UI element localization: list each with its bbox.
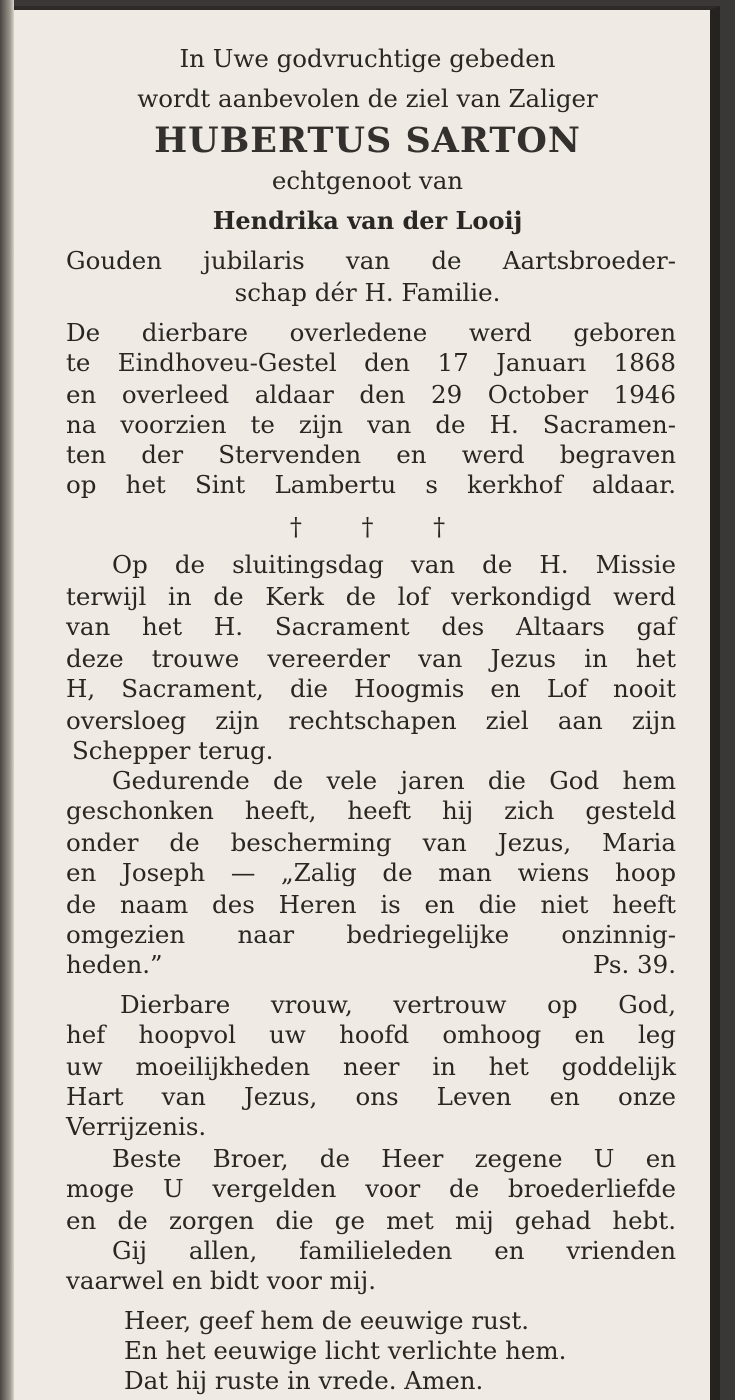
- life-line: na voorzien te zijn van de H. Sacramen-: [66, 410, 676, 439]
- protection-line: omgezien naar bedriegelijke onzinnig-: [66, 920, 676, 949]
- protection-line: onder de bescherming van Jezus, Maria: [66, 828, 676, 857]
- jubilee-line: schap dér H. Familie.: [234, 278, 501, 307]
- protection-line: de naam des Heren is en die niet heeft: [66, 890, 676, 919]
- mission-line: deze trouwe vereerder van Jezus in het: [66, 644, 676, 673]
- brother-line: en de zorgen die ge met mij gehad hebt.: [66, 1206, 676, 1235]
- mission-line: terwijl in de Kerk de lof verkondigd werd: [66, 582, 676, 611]
- mission-line: oversloeg zijn rechtschapen ziel aan zijn: [66, 706, 676, 735]
- intro-line: wordt aanbevolen de ziel van Zaliger: [137, 84, 598, 113]
- protection-line: Gedurende de vele jaren die God hem: [112, 766, 676, 795]
- psalm-reference: Ps. 39.: [593, 950, 676, 979]
- protection-line: heden.”: [66, 950, 163, 979]
- mission-line: Op de sluitingsdag van de H. Missie: [112, 550, 676, 579]
- mission-line: Schepper terug.: [72, 736, 274, 765]
- wife-line: Dierbare vrouw, vertrouw op God,: [120, 990, 676, 1019]
- family-line: vaarwel en bidt voor mij.: [66, 1266, 377, 1295]
- protection-last-row: [66, 950, 676, 980]
- life-line: en overleed aldaar den 29 October 1946: [66, 380, 676, 409]
- wife-line: Hart van Jezus, ons Leven en onze: [66, 1082, 676, 1111]
- mission-line: van het H. Sacrament des Altaars gaf: [66, 612, 676, 641]
- life-line: De dierbare overledene werd geboren: [66, 318, 676, 347]
- brother-line: Beste Broer, de Heer zegene U en: [112, 1144, 676, 1173]
- spouse-intro: echtgenoot van: [271, 166, 464, 195]
- life-line: ten der Stervenden en werd begraven: [66, 440, 676, 469]
- deceased-name: HUBERTUS SARTON: [154, 120, 581, 161]
- crosses: † † †: [289, 513, 472, 541]
- brother-line: moge U vergelden voor de broederliefde: [66, 1174, 676, 1203]
- prayer-line: Dat hij ruste in vrede. Amen.: [124, 1366, 484, 1395]
- spouse-name: Hendrika van der Looij: [212, 206, 523, 235]
- wife-line: uw moeilijkheden neer in het goddelijk: [66, 1052, 676, 1081]
- family-line: Gij allen, familieleden en vrienden: [112, 1236, 676, 1265]
- mission-line: H, Sacrament, die Hoogmis en Lof nooit: [66, 674, 676, 703]
- intro-line: In Uwe godvruchtige gebeden: [179, 44, 556, 73]
- wife-line: hef hoopvol uw hoofd omhoog en leg: [66, 1020, 676, 1049]
- jubilee-line: Gouden jubilaris van de Aartsbroeder-: [66, 246, 676, 275]
- life-line: op het Sint Lambertu s kerkhof aldaar.: [66, 470, 676, 499]
- life-line: te Eindhoveu-Gestel den 17 Januarı 1868: [66, 348, 676, 377]
- protection-line: geschonken heeft, heeft hij zich gesteld: [66, 796, 676, 825]
- protection-line: en Joseph — „Zalig de man wiens hoop: [66, 858, 676, 887]
- prayer-line: Heer, geef hem de eeuwige rust.: [124, 1306, 530, 1335]
- prayer-line: En het eeuwige licht verlichte hem.: [124, 1336, 567, 1365]
- wife-line: Verrijzenis.: [66, 1112, 207, 1141]
